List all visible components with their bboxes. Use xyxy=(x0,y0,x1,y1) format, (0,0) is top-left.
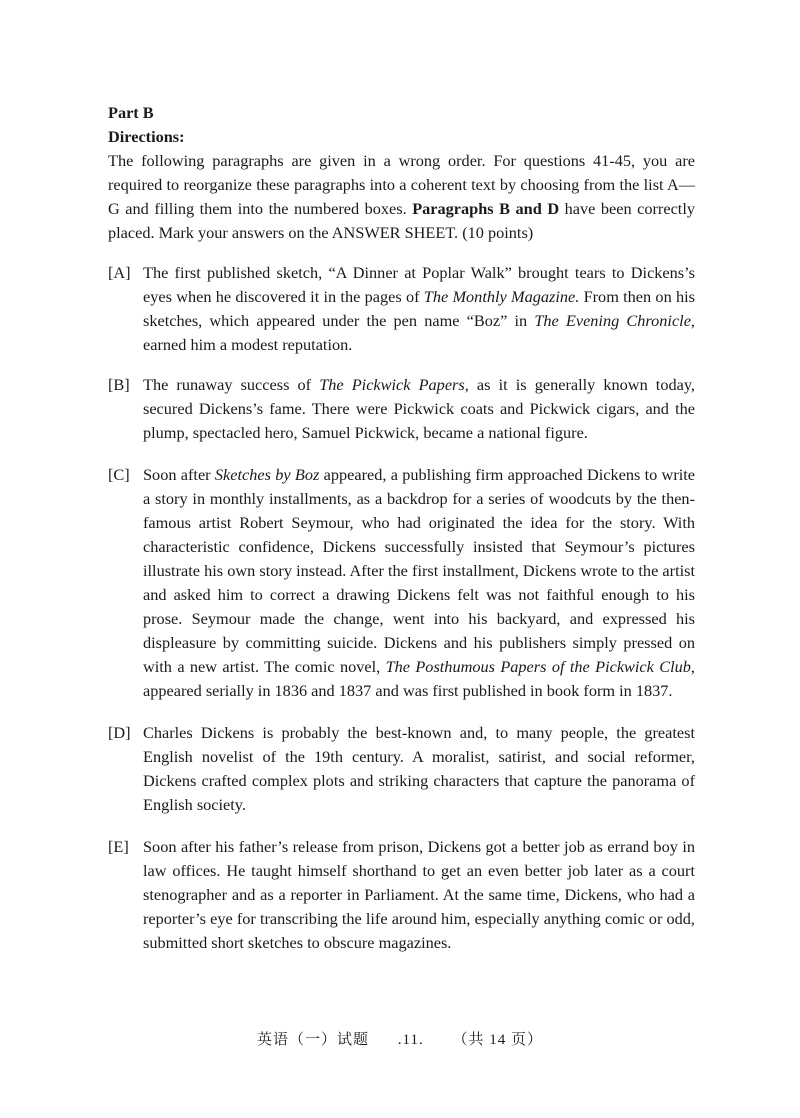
text-segment: The Evening Chronicle xyxy=(534,311,691,330)
text-segment: appeared, a publishing firm approached Dickens to write a story in monthly installments, as a backdrop for a series of woodcuts by the then-famous artist Robert Seymour, who had originated the idea for the story. With characteristic confidence, Dickens successfully insisted that Seymour’s pictures illustrate his own story instead. After the first installment, Dickens wrote to the artist and asked him to correct a drawing Dickens felt was not faithful enough to his prose. Seymour made the change, went into his backyard, and expressed his displeasure by committing suicide. Dickens and his publishers simply pressed on with a new artist. The comic novel, xyxy=(143,465,696,676)
part-title: Part B xyxy=(108,103,154,122)
text-segment: Sketches by Boz xyxy=(214,465,320,484)
text-segment: The first published sketch, “A Dinner at Poplar Walk” brought tears to Dickens’s eyes when he discovered it in the pages of xyxy=(143,263,695,306)
paragraph-label: [C] xyxy=(108,465,130,484)
footer-subject: 英语（一）试题 xyxy=(257,1032,370,1048)
paragraph-label: [E] xyxy=(108,837,129,856)
paragraph-c xyxy=(108,463,695,703)
text-segment: The Pickwick Papers xyxy=(319,375,465,394)
text-segment: From then on his sketches, which appeared under the pen name “Boz” in xyxy=(143,287,695,330)
paragraph-text xyxy=(143,261,695,357)
text-segment: The following paragraphs are given in a wrong order. For questions 41-45, you are required to reorganize these paragraphs into a coherent text by choosing from the list A—G and filling them into the numbered boxes. xyxy=(108,151,695,218)
exam-page xyxy=(108,101,695,955)
text-segment: Soon after xyxy=(143,465,215,484)
paragraph-e xyxy=(108,835,695,955)
text-segment: have been correctly placed. Mark your answers on the ANSWER SHEET. (10 points) xyxy=(108,199,695,242)
directions-text xyxy=(108,149,695,245)
text-segment: The Posthumous Papers of the Pickwick Club xyxy=(385,657,691,676)
paragraph-text xyxy=(143,373,695,445)
paragraph-label: [A] xyxy=(108,263,131,282)
text-segment: , earned him a modest reputation. xyxy=(143,311,695,354)
paragraph-text xyxy=(143,721,695,817)
paragraph-list xyxy=(108,261,695,955)
text-segment: The runaway success of xyxy=(143,375,320,394)
text-segment: Charles Dickens is probably the best-known and, to many people, the greatest English novelist of the 19th century. A moralist, satirist, and social reformer, Dickens crafted complex plots and striking characters that capture the panorama of English society. xyxy=(143,723,695,814)
text-segment: , appeared serially in 1836 and 1837 and was first published in book form in 1837. xyxy=(143,657,695,700)
paragraph-b xyxy=(108,373,695,445)
text-segment: , as it is generally known today, secured Dickens’s fame. There were Pickwick coats and Pickwick cigars, and the plump, spectacled hero, Samuel Pickwick, became a national figure. xyxy=(143,375,695,442)
text-segment: The Monthly Magazine. xyxy=(423,287,580,306)
paragraph-label: [B] xyxy=(108,375,130,394)
paragraph-a xyxy=(108,261,695,357)
paragraph-d xyxy=(108,721,695,817)
directions-title: Directions: xyxy=(108,127,185,146)
paragraph-text xyxy=(143,835,695,955)
paragraph-label: [D] xyxy=(108,723,131,742)
paragraph-text xyxy=(143,463,695,703)
text-segment: Soon after his father’s release from prison, Dickens got a better job as errand boy in law offices. He taught himself shorthand to get an even better job later as a court stenographer and as a reporter in Parliament. At the same time, Dickens, who had a reporter’s eye for transcribing the life around him, especially anything comic or odd, submitted short sketches to obscure magazines. xyxy=(143,837,695,952)
footer-page-number: .11. xyxy=(397,1032,424,1048)
page-footer xyxy=(0,1028,800,1049)
text-segment: Paragraphs B and D xyxy=(412,199,560,218)
footer-total-pages: （共 14 页） xyxy=(452,1032,543,1048)
